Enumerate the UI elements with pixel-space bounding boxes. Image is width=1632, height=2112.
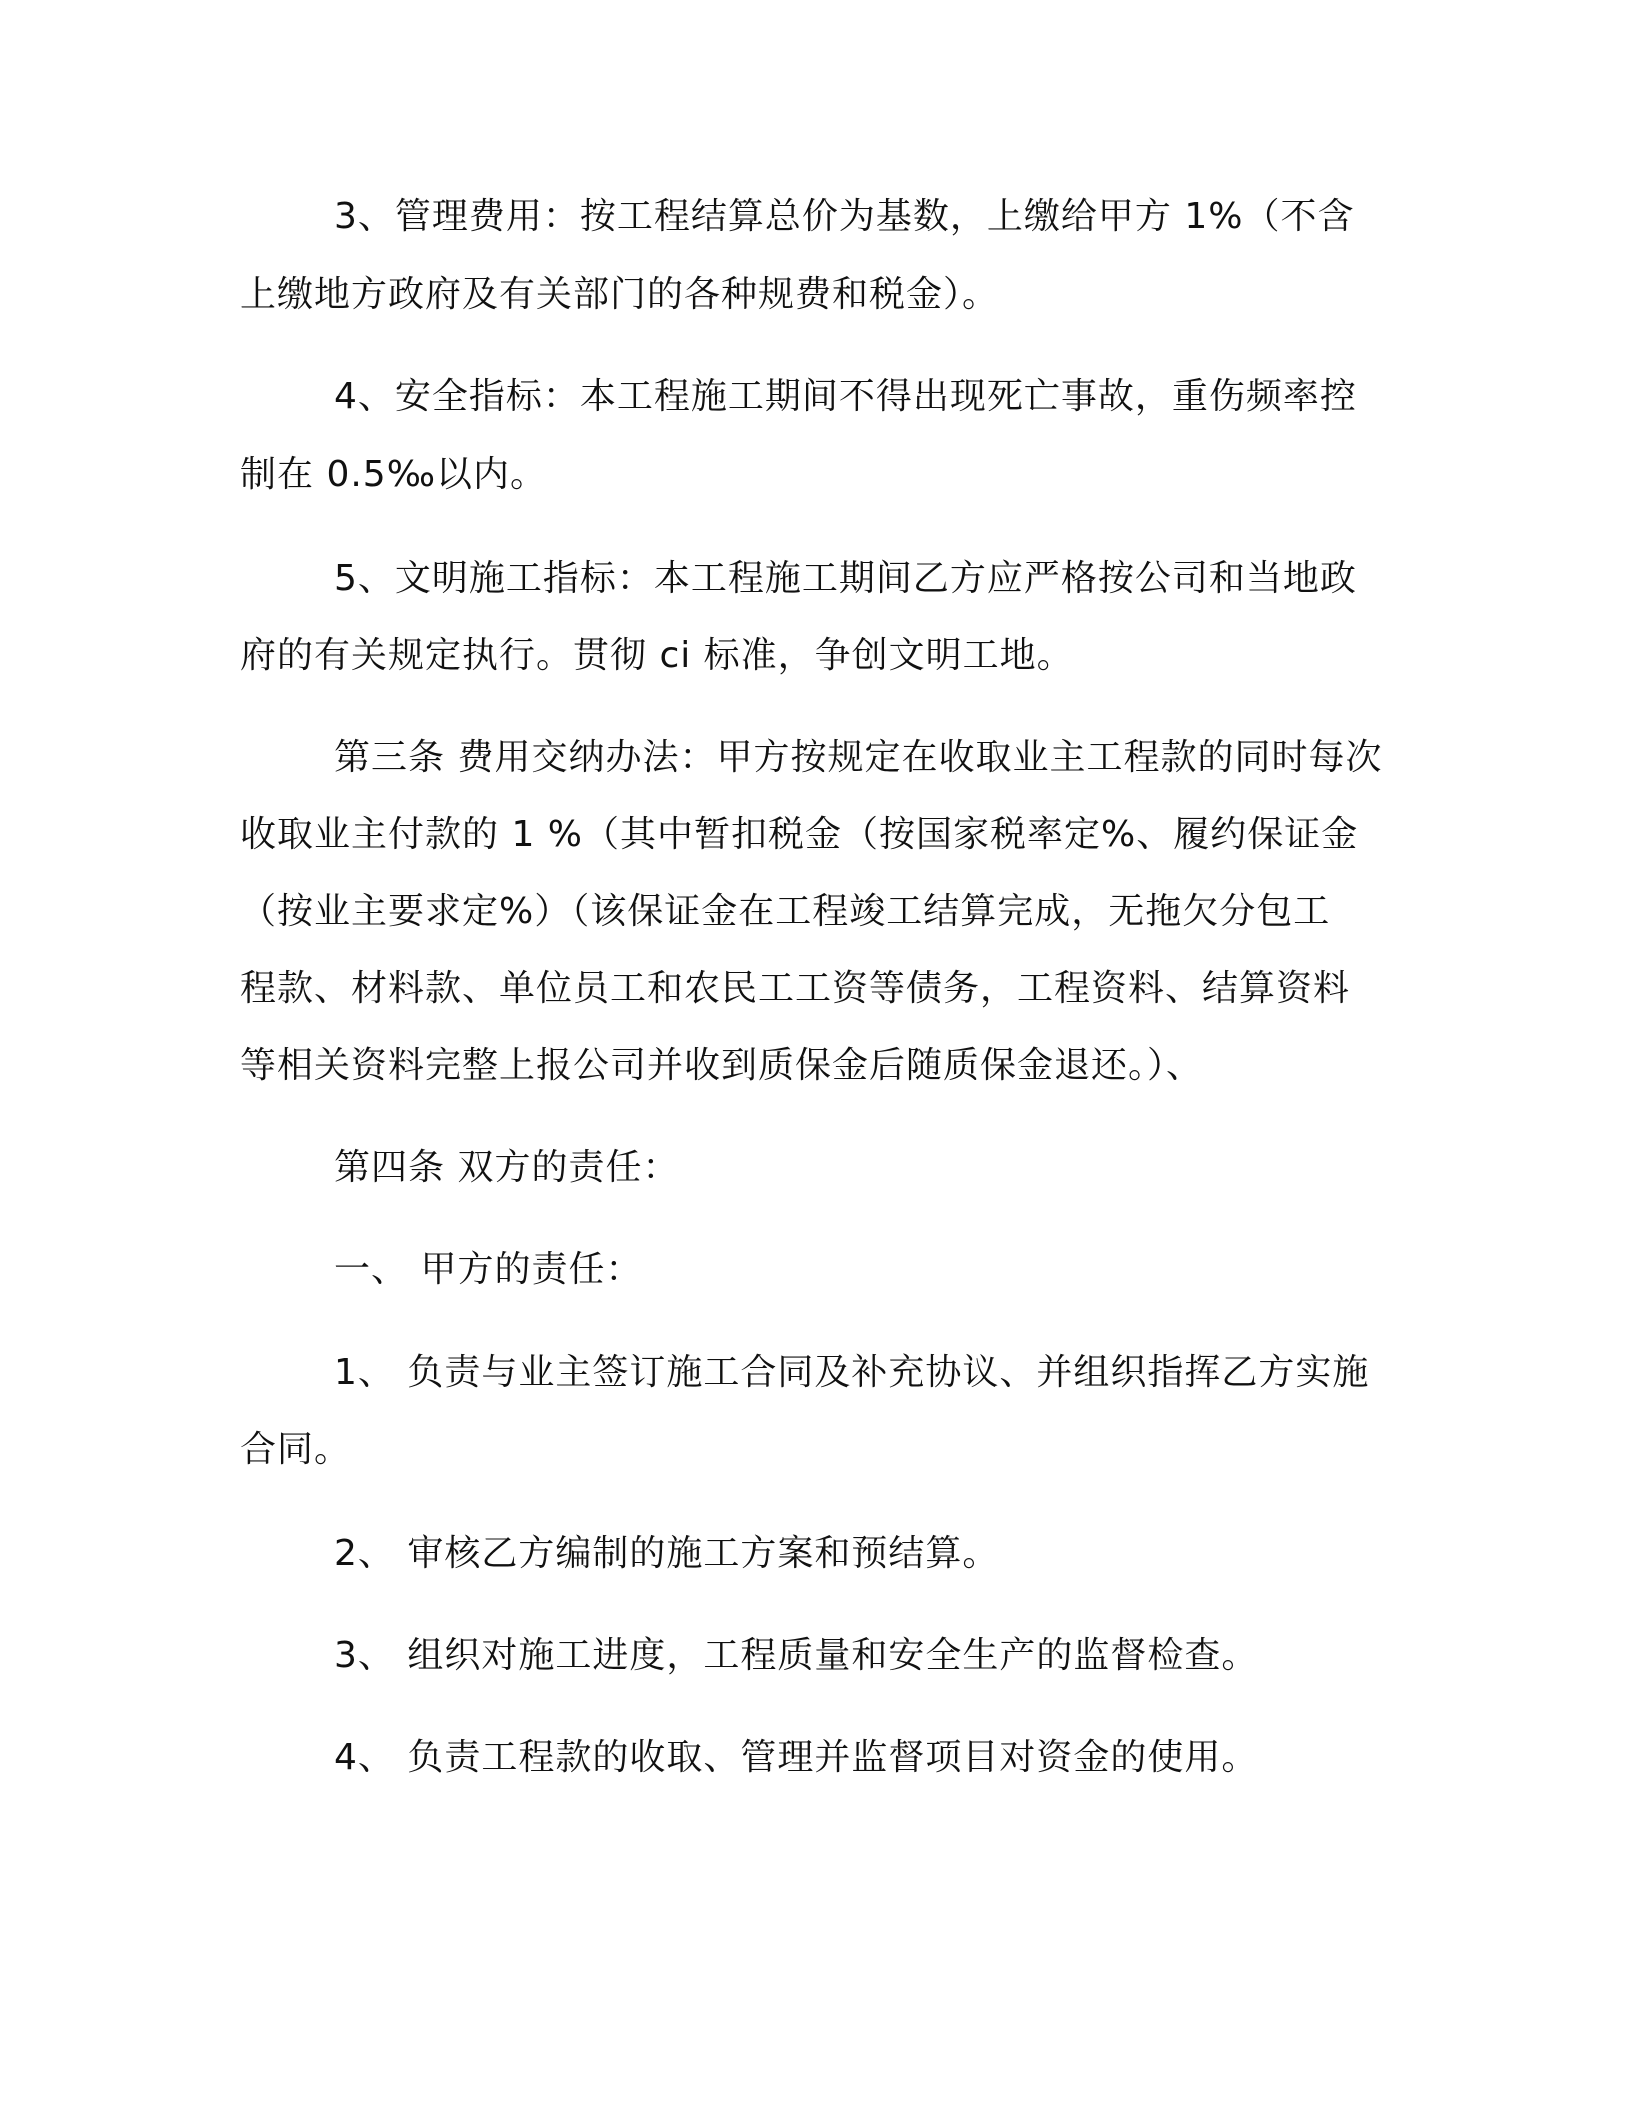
subsection-heading: 一、 甲方的责任： <box>334 1249 643 1290</box>
paragraph-line: 制在 0.5‰以内。 <box>240 454 548 495</box>
paragraph-line: 3、管理费用：按工程结算总价为基数，上缴给甲方 1%（不含 <box>334 196 1355 237</box>
paragraph-line: 收取业主付款的 1 %（其中暂扣税金（按国家税率定%、履约保证金 <box>240 814 1359 855</box>
paragraph-line: 5、文明施工指标：本工程施工期间乙方应严格按公司和当地政 <box>334 558 1357 599</box>
paragraph-line: （按业主要求定%）（该保证金在工程竣工结算完成，无拖欠分包工 <box>240 891 1331 932</box>
paragraph-line: 第三条 费用交纳办法：甲方按规定在收取业主工程款的同时每次 <box>334 737 1383 778</box>
paragraph-line: 上缴地方政府及有关部门的各种规费和税金）。 <box>240 274 1000 315</box>
paragraph-line: 1、 负责与业主签订施工合同及补充协议、并组织指挥乙方实施 <box>334 1352 1370 1393</box>
paragraph-line: 4、 负责工程款的收取、管理并监督项目对资金的使用。 <box>334 1737 1259 1778</box>
paragraph-line: 4、安全指标：本工程施工期间不得出现死亡事故，重伤频率控 <box>334 376 1357 417</box>
paragraph-line: 合同。 <box>240 1429 352 1470</box>
paragraph-line: 府的有关规定执行。贯彻 ci 标准，争创文明工地。 <box>240 635 1074 676</box>
paragraph-line: 3、 组织对施工进度，工程质量和安全生产的监督检查。 <box>334 1635 1259 1676</box>
section-heading: 第四条 双方的责任： <box>334 1147 680 1188</box>
paragraph-line: 程款、材料款、单位员工和农民工工资等债务，工程资料、结算资料 <box>240 968 1351 1009</box>
paragraph-line: 等相关资料完整上报公司并收到质保金后随质保金退还。）、 <box>240 1045 1204 1086</box>
paragraph-line: 2、 审核乙方编制的施工方案和预结算。 <box>334 1533 1000 1574</box>
